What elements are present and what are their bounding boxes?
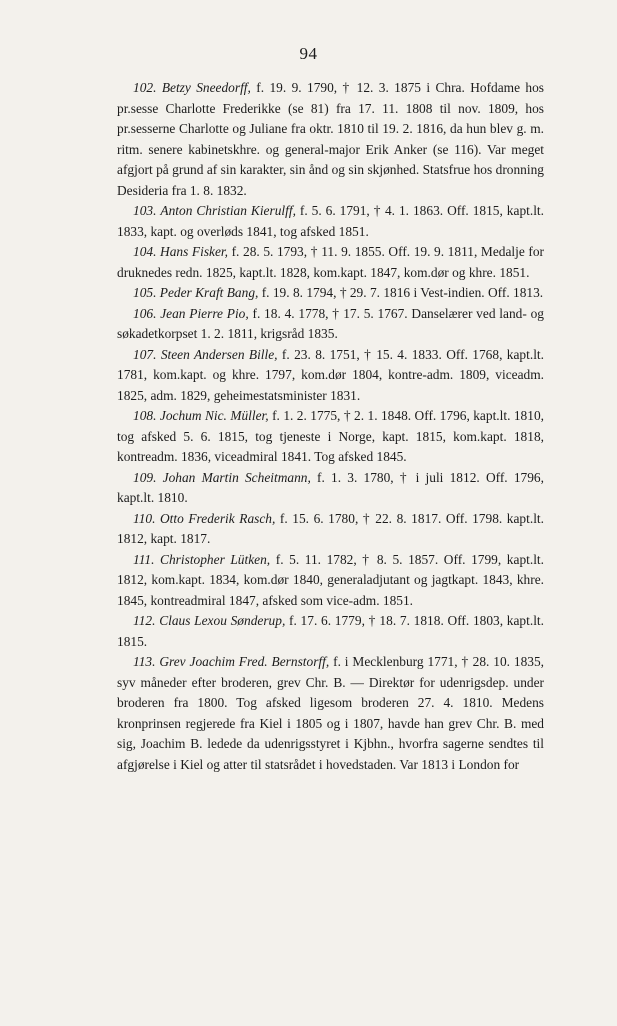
entry-109 [117, 468, 544, 509]
entry-text: f. 5. 6. 1791, † 4. 1. 1863. Off. 1815, kapt.lt. 1833, kapt. og overløds 1841, tog afsked 1851. [117, 203, 544, 239]
entry-number: 103. [133, 203, 157, 218]
entry-112 [117, 611, 544, 652]
entry-name: Hans Fisker, [160, 244, 228, 259]
page-number: 94 [299, 44, 318, 63]
entry-name: Jochum Nic. Müller, [159, 408, 269, 423]
entry-104 [117, 242, 544, 283]
entry-107 [117, 345, 544, 407]
entry-text: f. 5. 11. 1782, † 8. 5. 1857. Off. 1799, kapt.lt. 1812, kom.kapt. 1834, kom.dør 1840, generaladjutant og jagtkapt. 1843, khre. 1845, kontreadmiral 1847, afsked som vice-adm. 1851. [117, 551, 544, 608]
entry-106 [117, 304, 544, 345]
entry-number: 110. [133, 510, 156, 526]
entry-name: Jean Pierre Pio, [160, 305, 249, 321]
entry-number: 111. [133, 551, 155, 567]
entry-name: Steen Andersen Bille, [160, 346, 278, 362]
entry-list [117, 78, 544, 775]
entry-text: f. 15. 6. 1780, † 22. 8. 1817. Off. 1798. kapt.lt. 1812, kapt. 1817. [117, 510, 544, 546]
entry-number: 102. [133, 80, 157, 95]
entry-number: 112. [133, 613, 156, 628]
entry-number: 108. [133, 408, 157, 423]
entry-113 [117, 652, 544, 775]
entry-text: f. 18. 4. 1778, † 17. 5. 1767. Danselærer ved land- og søkadetkorpset 1. 2. 1811, krigsråd 1835. [117, 305, 544, 341]
entry-number: 105. [133, 285, 157, 300]
entry-111 [117, 550, 544, 612]
entry-name: Christopher Lütken, [160, 551, 271, 567]
entry-105 [117, 283, 544, 304]
entry-text: f. 1. 3. 1780, † i juli 1812. Off. 1796, kapt.lt. 1810. [117, 469, 544, 505]
entry-110 [117, 509, 544, 550]
entry-number: 107. [133, 346, 157, 362]
entry-108 [117, 406, 544, 468]
entry-102 [117, 78, 544, 201]
entry-text: f. 17. 6. 1779, † 18. 7. 1818. Off. 1803, kapt.lt. 1815. [117, 613, 544, 649]
entry-number: 106. [133, 305, 157, 321]
entry-name: Peder Kraft Bang, [159, 285, 259, 300]
entry-name: Claus Lexou Sønderup, [159, 613, 286, 628]
entry-name: Anton Christian Kierulff, [160, 203, 296, 218]
entry-text: f. 23. 8. 1751, † 15. 4. 1833. Off. 1768, kapt.lt. 1781, kom.kapt. og khre. 1797, kom.dør 1804, kontre-adm. 1809, viceadm. 1825, adm. 1829, geheimestatsminister 1831. [117, 346, 544, 403]
entry-name: Grev Joachim Fred. Bernstorff, [159, 654, 330, 669]
entry-number: 113. [133, 654, 156, 669]
entry-text: f. 19. 9. 1790, † 12. 3. 1875 i Chra. Hofdame hos pr.sesse Charlotte Frederikke (se 81) fra 17. 11. 1808 til nov. 1809, hos pr.sesserne Charlotte og Juliane fra oktr. 1810 til 19. 2. 1816, da hun blev g. m. ritm. senere kabinetskhre. og general-major Erik Anker (se 116). Var meget afgjort på grund af sin karakter, sin ånd og sin skjønhed. Statsfrue hos dronning Desideria fra 1. 8. 1832. [117, 80, 545, 198]
entry-number: 104. [133, 244, 157, 259]
entry-text: f. 19. 8. 1794, † 29. 7. 1816 i Vest-indien. Off. 1813. [258, 285, 544, 300]
entry-name: Otto Frederik Rasch, [160, 510, 276, 526]
entry-name: Betzy Sneedorff, [161, 80, 251, 95]
entry-text: f. 1. 2. 1775, † 2. 1. 1848. Off. 1796, kapt.lt. 1810, tog afsked 5. 6. 1815, tog tjeneste i Norge, kapt. 1815, kom.kapt. 1818, kontreadm. 1836, viceadmiral 1841. Tog afsked 1845. [117, 408, 544, 464]
entry-text: f. 28. 5. 1793, † 11. 9. 1855. Off. 19. 9. 1811, Medalje for druknedes redn. 1825, kapt.lt. 1828, kom.kapt. 1847, kom.dør og khre. 1851. [117, 244, 544, 280]
entry-103 [117, 201, 544, 242]
entry-text: f. i Mecklenburg 1771, † 28. 10. 1835, syv måneder efter broderen, grev Chr. B. — Direktør for udenrigsdep. under broderen fra 1800. Tog afsked ligesom broderen 27. 4. 1810. Medens kronprinsen regjerede fra Kiel i 1805 og i 1807, havde han grev Chr. B. med sig, Joachim B. ledede da udenrigsstyret i Kjbhn., hvorfra sagerne sendtes til afgjørelse i Kiel og atter til statsrådet i hovedstaden. Var 1813 i London for [117, 654, 545, 772]
entry-number: 109. [133, 469, 157, 485]
entry-name: Johan Martin Scheitmann, [162, 469, 311, 485]
